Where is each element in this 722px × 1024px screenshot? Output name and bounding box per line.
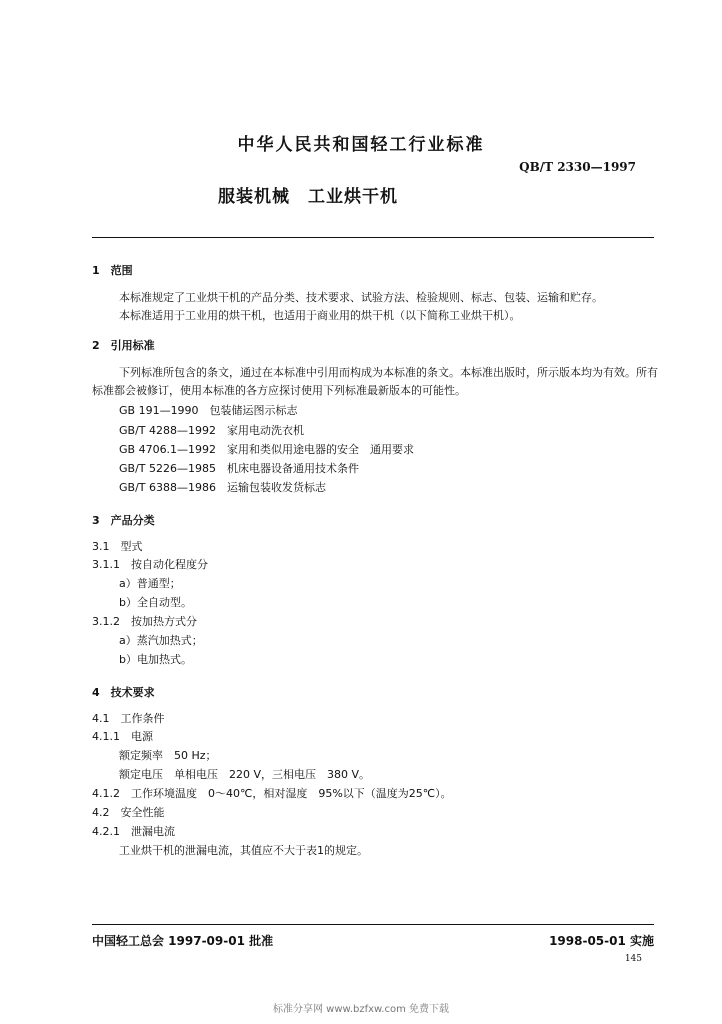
list-item: a）普通型；	[119, 577, 181, 590]
clause-4-2-1-text: 工业烘干机的泄漏电流，其值应不大于表1的规定。	[119, 844, 368, 857]
rated-frequency: 额定频率 50 Hz；	[119, 749, 217, 762]
section-3-heading: 3 产品分类	[92, 514, 155, 527]
reference-item: GB 191—1990 包装储运图示标志	[119, 404, 298, 417]
implementation-date: 1998-05-01 实施	[549, 934, 654, 948]
standard-number: QB/T 2330—1997	[519, 160, 636, 174]
header-rule	[92, 237, 654, 238]
clause-4-1-1: 4.1.1 电源	[92, 730, 153, 743]
approval-date: 中国轻工总会 1997-09-01 批准	[92, 934, 274, 948]
organization-title: 中华人民共和国轻工行业标准	[237, 135, 485, 155]
clause-4-1: 4.1 工作条件	[92, 712, 165, 725]
section-2-paragraph: 下列标准所包含的条文，通过在本标准中引用而构成为本标准的条文。本标准出版时，所示版本均为有效。所有标准都会被修订，使用本标准的各方应探讨使用下列标准最新版本的可能性。	[92, 366, 658, 397]
clause-4-2: 4.2 安全性能	[92, 806, 165, 819]
section-1-heading: 1 范围	[92, 264, 133, 277]
list-item: b）电加热式。	[119, 653, 192, 666]
list-item: a）蒸汽加热式；	[119, 634, 203, 647]
rated-voltage: 额定电压 单相电压 220 V，三相电压 380 V。	[119, 768, 371, 781]
section-1-paragraph-1: 本标准规定了工业烘干机的产品分类、技术要求、试验方法、检验规则、标志、包装、运输和贮存。	[119, 291, 603, 304]
section-2-heading: 2 引用标准	[92, 339, 155, 352]
list-item: b）全自动型。	[119, 596, 192, 609]
reference-item: GB/T 5226—1985 机床电器设备通用技术条件	[119, 462, 359, 475]
clause-4-2-1: 4.2.1 泄漏电流	[92, 825, 175, 838]
reference-item: GB/T 6388—1986 运输包装收发货标志	[119, 481, 326, 494]
clause-3-1: 3.1 型式	[92, 540, 143, 553]
clause-4-1-2: 4.1.2 工作环境温度 0～40℃，相对湿度 95%以下（温度为25℃）。	[92, 787, 452, 800]
clause-3-1-2: 3.1.2 按加热方式分	[92, 615, 197, 628]
reference-item: GB 4706.1—1992 家用和类似用途电器的安全 通用要求	[119, 443, 415, 456]
document-title: 服装机械 工业烘干机	[218, 187, 398, 207]
watermark: 标准分享网 www.bzfxw.com 免费下载	[273, 1004, 449, 1015]
footer-rule	[92, 924, 654, 925]
reference-item: GB/T 4288—1992 家用电动洗衣机	[119, 424, 304, 437]
section-4-heading: 4 技术要求	[92, 686, 155, 699]
section-1-paragraph-2: 本标准适用于工业用的烘干机，也适用于商业用的烘干机（以下简称工业烘干机）。	[119, 309, 521, 322]
clause-3-1-1: 3.1.1 按自动化程度分	[92, 558, 208, 571]
page-number: 145	[624, 954, 642, 964]
